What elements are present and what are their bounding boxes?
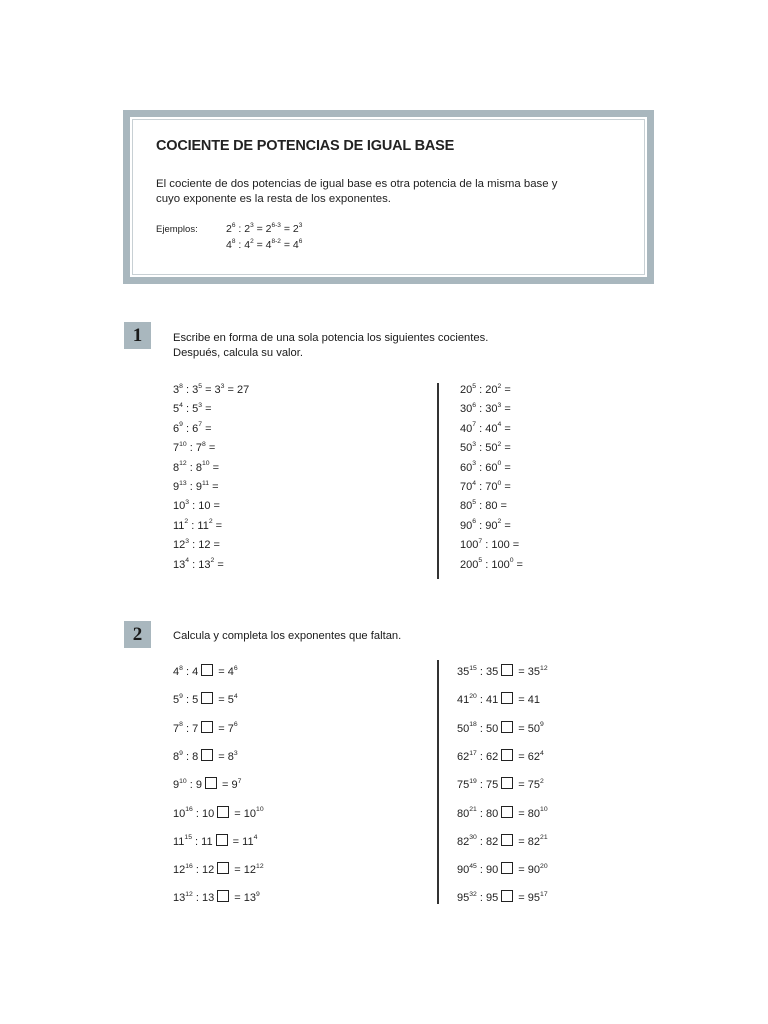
quotient-item: $70^4$ : $70^0$ =	[460, 479, 511, 493]
quotient-item: $12^3$ : 12 =	[173, 537, 220, 552]
quotient-item: $8^{12}$ : $8^{10}$ =	[173, 460, 220, 474]
column-separator	[437, 660, 439, 904]
missing-exponent-box[interactable]	[217, 890, 229, 902]
missing-exponent-item: $90^{45}$ : $90 = 90^{20}$	[457, 862, 548, 877]
missing-exponent-item: $5^9$ : $5 = 5^4$	[173, 692, 238, 707]
missing-exponent-item: $7^8$ : $7 = 7^6$	[173, 721, 238, 735]
quotient-item: $3^8$ : $3^5 = 3^3 = 27$	[173, 382, 250, 396]
quotient-item: $20^5$ : $20^2$ =	[460, 382, 511, 396]
example-line: $4^8$ : $4^2 = 4^{8-2} = 4^6$	[226, 237, 303, 251]
missing-exponent-item: $8^9$ : $8 = 8^3$	[173, 749, 238, 763]
example-line: $2^6$ : $2^3 = 2^{6-3} = 2^3$	[226, 221, 303, 235]
info-text	[156, 177, 636, 207]
missing-exponent-box[interactable]	[201, 721, 213, 733]
exercise-2-number: 2	[124, 621, 151, 648]
info-title: COCIENTE DE POTENCIAS DE IGUAL BASE	[156, 138, 455, 154]
missing-exponent-box[interactable]	[217, 862, 229, 874]
quotient-item: $30^6$ : $30^3$ =	[460, 402, 511, 416]
quotient-item: $10^3$ : 10 =	[173, 499, 220, 513]
quotient-item: $13^4$ : $13^2$ =	[173, 557, 224, 571]
missing-exponent-box[interactable]	[501, 721, 513, 733]
quotient-item: $200^5$ : $100^0$ =	[460, 557, 523, 571]
missing-exponent-box[interactable]	[501, 664, 513, 676]
info-text-line: cuyo exponente es la resta de los exponentes.	[156, 193, 391, 205]
exercise-2-instruction: Calcula y completa los exponentes que faltan.	[173, 630, 402, 642]
info-box	[123, 110, 654, 284]
quotient-item: $50^3$ : $50^2$ =	[460, 440, 511, 455]
quotient-item: $5^4$ : $5^3$ =	[173, 402, 212, 416]
instruction-line: Escribe en forma de una sola potencia los siguientes cocientes.	[173, 332, 489, 344]
missing-exponent-item: $62^{17}$ : $62 = 62^4$	[457, 749, 544, 763]
missing-exponent-box[interactable]	[501, 692, 513, 704]
missing-exponent-item: $80^{21}$ : $80 = 80^{10}$	[457, 806, 548, 820]
missing-exponent-item: $11^{15}$ : $11 = 11^4$	[173, 834, 258, 848]
missing-exponent-item: $41^{20}$ : 41 = 41	[457, 692, 541, 707]
quotient-item: $90^6$ : $90^2$ =	[460, 518, 511, 532]
missing-exponent-item: $35^{15}$ : $35 = 35^{12}$	[457, 664, 548, 678]
missing-exponent-box[interactable]	[501, 806, 513, 818]
missing-exponent-box[interactable]	[201, 749, 213, 761]
info-text-line: El cociente de dos potencias de igual base es otra potencia de la misma base y	[156, 178, 558, 190]
missing-exponent-item: $50^{18}$ : $50 = 50^9$	[457, 721, 544, 735]
quotient-item: $100^7$ : 100 =	[460, 537, 520, 552]
missing-exponent-item: $12^{16}$ : $12 = 12^{12}$	[173, 862, 264, 877]
quotient-item: $60^3$ : $60^0$ =	[460, 460, 511, 474]
exercise-1-instruction	[173, 331, 593, 361]
missing-exponent-item: $95^{32}$ : $95 = 95^{17}$	[457, 891, 548, 905]
instruction-line: Después, calcula su valor.	[173, 347, 303, 359]
quotient-item: $6^9$ : $6^7$ =	[173, 421, 212, 435]
missing-exponent-box[interactable]	[201, 664, 213, 676]
missing-exponent-box[interactable]	[501, 749, 513, 761]
column-separator	[437, 383, 439, 579]
missing-exponent-box[interactable]	[501, 777, 513, 789]
quotient-item: $80^5$ : 80 =	[460, 499, 507, 513]
missing-exponent-item: $82^{30}$ : $82 = 82^{21}$	[457, 834, 548, 848]
missing-exponent-box[interactable]	[216, 834, 228, 846]
missing-exponent-box[interactable]	[217, 806, 229, 818]
missing-exponent-item: $4^8$ : $4 = 4^6$	[173, 664, 238, 678]
examples-label: Ejemplos:	[156, 224, 198, 235]
missing-exponent-item: $75^{19}$ : $75 = 75^2$	[457, 777, 544, 792]
quotient-item: $9^{13}$ : $9^{11}$ =	[173, 479, 219, 493]
missing-exponent-box[interactable]	[501, 890, 513, 902]
missing-exponent-item: $9^{10}$ : $9 = 9^7$	[173, 777, 242, 792]
missing-exponent-box[interactable]	[205, 777, 217, 789]
exercise-1-number: 1	[124, 322, 151, 349]
quotient-item: $40^7$ : $40^4$ =	[460, 421, 511, 435]
missing-exponent-item: $13^{12}$ : $13 = 13^9$	[173, 891, 260, 905]
missing-exponent-box[interactable]	[201, 692, 213, 704]
missing-exponent-box[interactable]	[501, 862, 513, 874]
quotient-item: $7^{10}$ : $7^8$ =	[173, 440, 216, 455]
missing-exponent-item: $10^{16}$ : $10 = 10^{10}$	[173, 806, 264, 820]
missing-exponent-box[interactable]	[501, 834, 513, 846]
quotient-item: $11^2$ : $11^2$ =	[173, 518, 223, 532]
